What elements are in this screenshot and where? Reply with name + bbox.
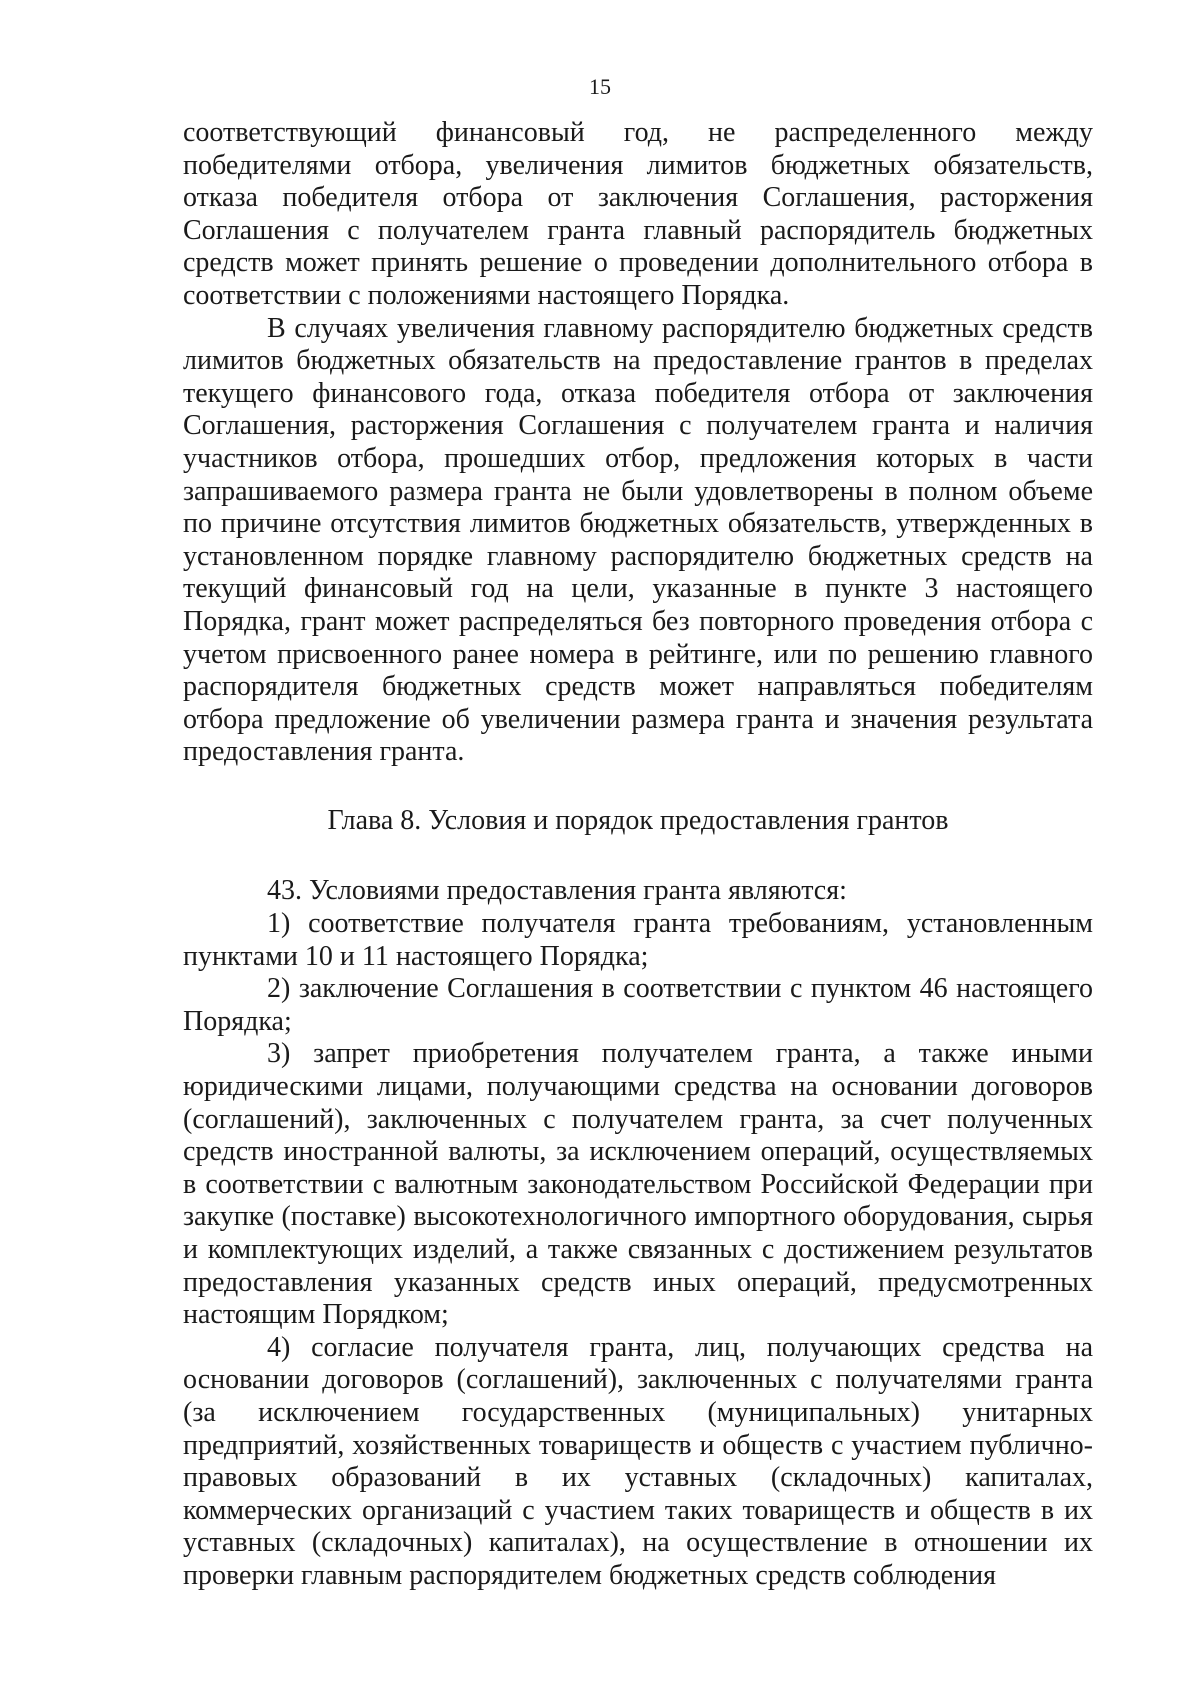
paragraph-condition-1: 1) соответствие получателя гранта требованиям, установленным пунктами 10 и 11 настоящего Порядка; [183,908,1093,972]
paragraph-condition-4: 4) согласие получателя гранта, лиц, получающих средства на основании договоров (соглашений), заключенных с получателями гранта (за исключением государственных (муниципальных) унитарных предприятий, хозяйственных товариществ и обществ с участием публично-правовых образований в их уставных (складочных) капиталах, коммерческих организаций с участием таких товариществ и обществ в их уставных (складочных) капиталах), на осуществление в отношении их проверки главным распорядителем бюджетных средств соблюдения [183,1331,1093,1591]
chapter-heading: Глава 8. Условия и порядок предоставления грантов [327,804,949,836]
paragraph-additional-distribution: В случаях увеличения главному распорядителю бюджетных средств лимитов бюджетных обязательств на предоставление грантов в пределах текущего финансового года, отказа победителя отбора от заключения Соглашения, расторжения Соглашения с получателем гранта и наличия участников отбора, прошедших отбор, предложения которых в части запрашиваемого размера гранта не были удовлетворены в полном объеме по причине отсутствия лимитов бюджетных обязательств, утвержденных в установленном порядке главному распорядителю бюджетных средств на текущий финансовый год на цели, указанные в пункте 3 настоящего Порядка, грант может распределяться без повторного проведения отбора с учетом присвоенного ранее номера в рейтинге, или по решению главного распорядителя бюджетных средств может направляться победителям отбора предложение об увеличении размера гранта и значения результата предоставления гранта. [183,312,1093,768]
document-body [183,117,1093,1593]
paragraph-continuation: соответствующий финансовый год, не распределенного между победителями отбора, увеличения лимитов бюджетных обязательств, отказа победителя отбора от заключения Соглашения, расторжения Соглашения с получателем гранта главный распорядитель бюджетных средств может принять решение о проведении дополнительного отбора в соответствии с положениями настоящего Порядка. [183,117,1093,311]
page-number: 15 [589,74,611,99]
paragraph-condition-3: 3) запрет приобретения получателем гранта, а также иными юридическими лицами, получающими средства на основании договоров (соглашений), заключенных с получателем гранта, за счет полученных средств иностранной валюты, за исключением операций, осуществляемых в соответствии с валютным законодательством Российской Федерации при закупке (поставке) высокотехнологичного импортного оборудования, сырья и комплектующих изделий, а также связанных с достижением результатов предоставления указанных средств иных операций, предусмотренных настоящим Порядком; [183,1038,1093,1331]
paragraph-43-intro: 43. Условиями предоставления гранта являются: [267,875,847,907]
paragraph-condition-2: 2) заключение Соглашения в соответствии с пунктом 46 настоящего Порядка; [183,973,1093,1037]
